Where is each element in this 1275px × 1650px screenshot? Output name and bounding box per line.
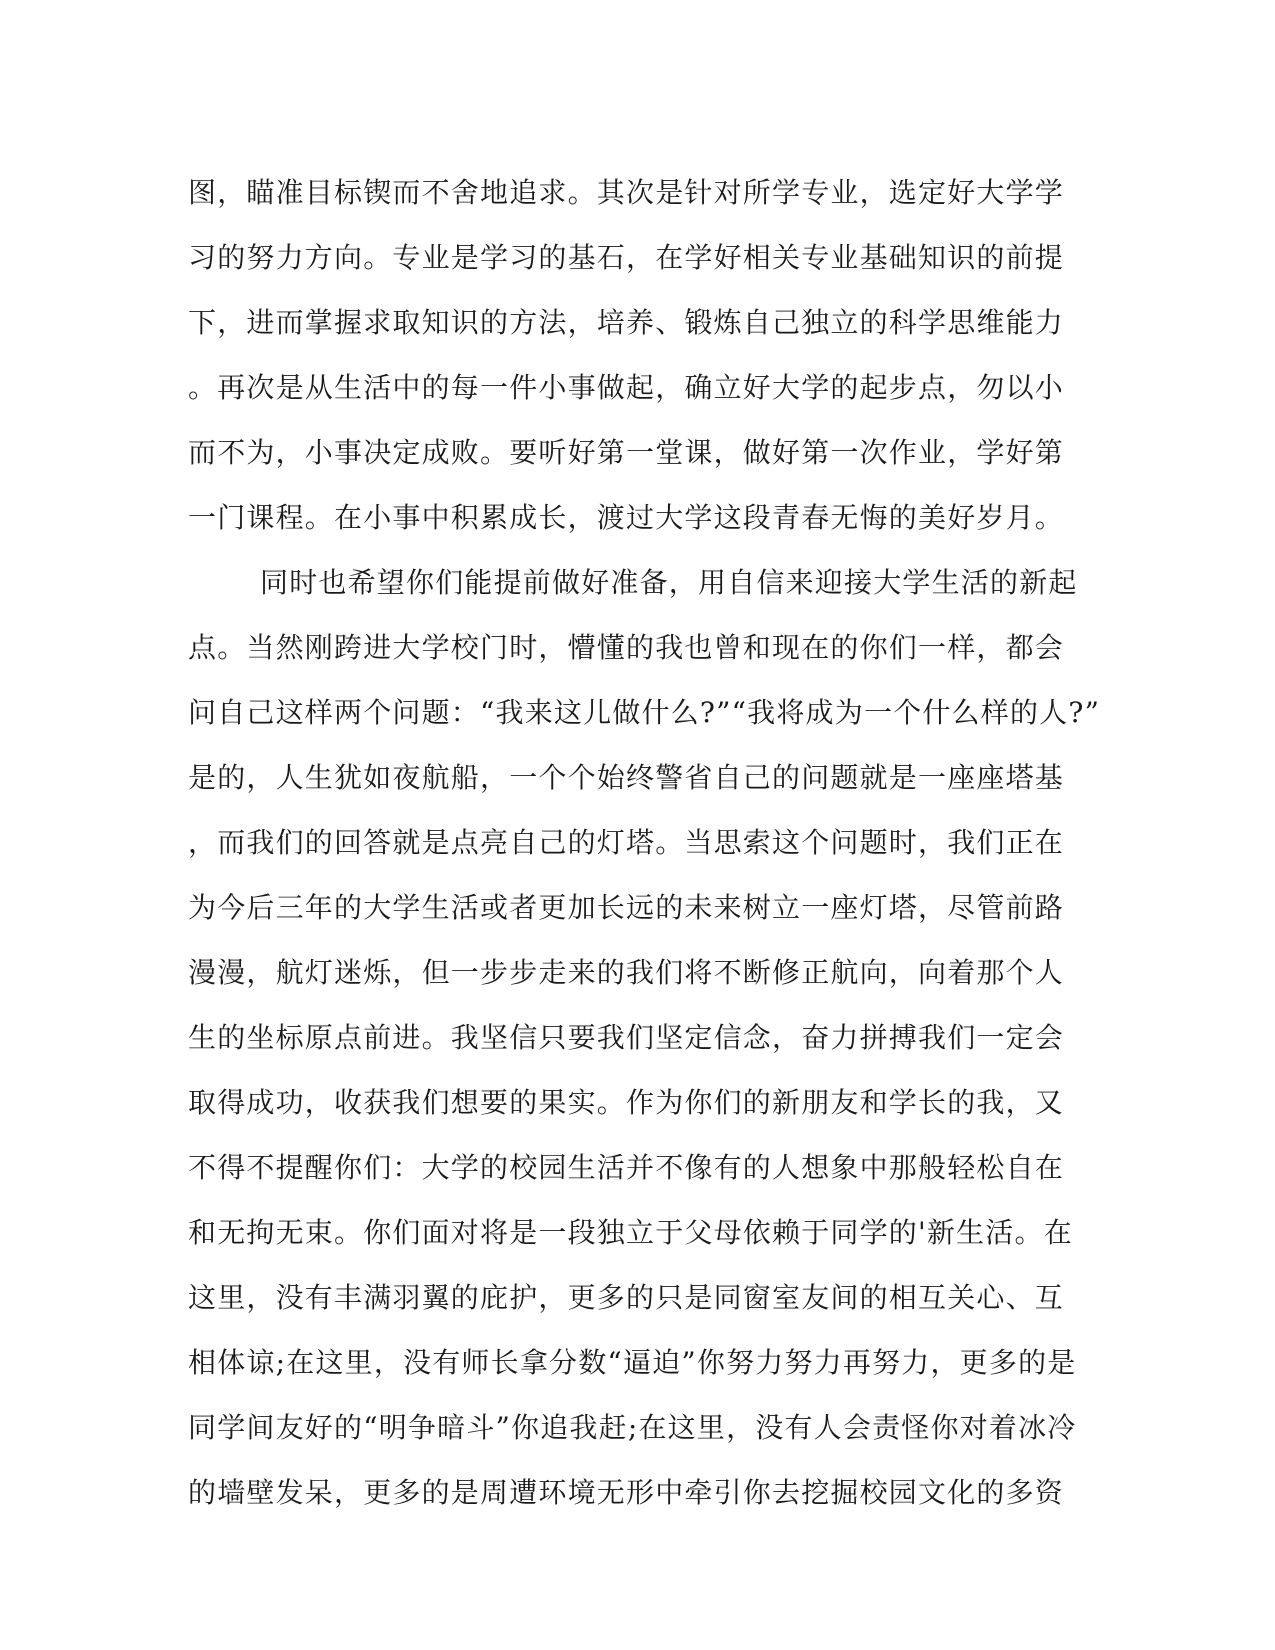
text-line: 漫漫，航灯迷烁，但一步步走来的我们将不断修正航向，向着那个人 [188, 956, 1065, 989]
text-line: 一门课程。在小事中积累成长，渡过大学这段青春无悔的美好岁月。 [188, 501, 1065, 534]
text-line: 习的努力方向。专业是学习的基石，在学好相关专业基础知识的前提 [188, 241, 1065, 274]
text-line: 而不为，小事决定成败。要听好第一堂课，做好第一次作业，学好第 [188, 436, 1065, 469]
text-line: 。再次是从生活中的每一件小事做起，确立好大学的起步点，勿以小 [188, 371, 1065, 404]
text-line: 的墙壁发呆，更多的是周遭环境无形中牵引你去挖掘校园文化的多资 [188, 1476, 1065, 1509]
text-line: 问自己这样两个问题：“我来这儿做什么?”“我将成为一个什么样的人?” [188, 696, 1101, 729]
text-line: 点。当然刚跨进大学校门时，懵懂的我也曾和现在的你们一样，都会 [188, 631, 1065, 664]
paragraph-start-line: 同时也希望你们能提前做好准备，用自信来迎接大学生活的新起 [260, 566, 1078, 599]
text-line: 和无拘无束。你们面对将是一段独立于父母依赖于同学的'新生活。在 [188, 1216, 1073, 1249]
text-line: 生的坐标原点前进。我坚信只要我们坚定信念，奋力拼搏我们一定会 [188, 1021, 1065, 1054]
text-line: 为今后三年的大学生活或者更加长远的未来树立一座灯塔，尽管前路 [188, 891, 1065, 924]
text-line: 同学间友好的“明争暗斗”你追我赶;在这里，没有人会责怪你对着冰冷 [188, 1411, 1077, 1444]
text-line: 相体谅;在这里，没有师长拿分数“逼迫”你努力努力再努力，更多的是 [188, 1346, 1077, 1379]
text-line: 不得不提醒你们：大学的校园生活并不像有的人想象中那般轻松自在 [188, 1151, 1065, 1184]
text-line: 这里，没有丰满羽翼的庇护，更多的只是同窗室友间的相互关心、互 [188, 1281, 1065, 1314]
text-line: 是的，人生犹如夜航船，一个个始终警省自己的问题就是一座座塔基 [188, 761, 1065, 794]
text-line: 取得成功，收获我们想要的果实。作为你们的新朋友和学长的我，又 [188, 1086, 1065, 1119]
text-line: 下，进而掌握求取知识的方法，培养、锻炼自己独立的科学思维能力 [188, 306, 1065, 339]
body-text [188, 160, 1101, 1525]
text-line: ，而我们的回答就是点亮自己的灯塔。当思索这个问题时，我们正在 [188, 826, 1065, 859]
text-line: 图，瞄准目标锲而不舍地追求。其次是针对所学专业，选定好大学学 [188, 176, 1065, 209]
